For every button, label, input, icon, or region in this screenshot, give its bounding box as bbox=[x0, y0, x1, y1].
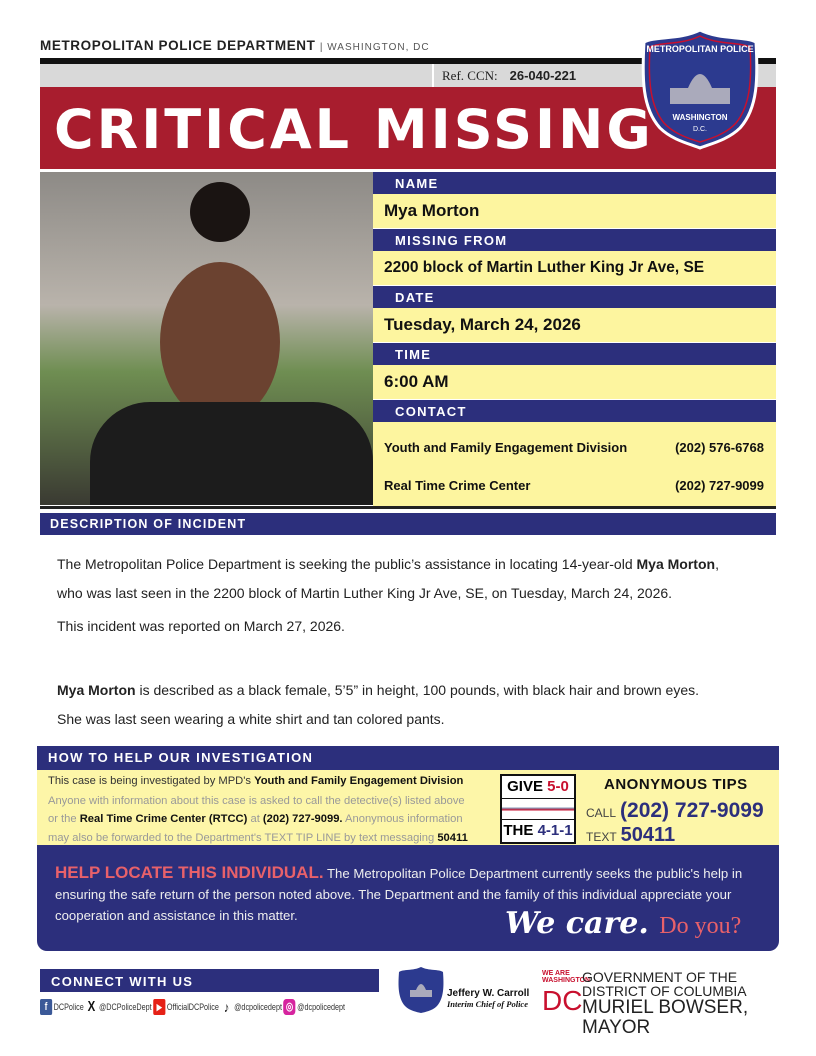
contact-row bbox=[384, 478, 764, 493]
police-badge-logo bbox=[640, 28, 760, 150]
police-badge-small-icon bbox=[398, 966, 444, 1014]
page-title: CRITICAL MISSING bbox=[54, 98, 654, 161]
contact-label: CONTACT bbox=[373, 400, 776, 422]
social-handle[interactable]: DCPolice bbox=[53, 1001, 84, 1013]
contact-row bbox=[384, 440, 764, 455]
youtube-icon[interactable]: ▶ bbox=[153, 999, 165, 1015]
help-text: This case is being investigated by MPD's Youth and Family Engagement Division bbox=[48, 775, 464, 787]
missing-person-photo bbox=[40, 172, 373, 505]
help-locate-text: HELP LOCATE THIS INDIVIDUAL. The Metropolitan Police Department currently seeks the public's help in ensuring the safe return of the person noted above. The Department and the family of this individual appreciate your cooperation and assistance in this matter. bbox=[55, 863, 743, 923]
physical-description: Mya Morton is described as a black female, 5’5” in height, 100 pounds, with black hair and brown eyes. bbox=[57, 682, 699, 698]
description-line: The Metropolitan Police Department is seeking the public’s assistance in locating 14-year-old Mya Morton, bbox=[57, 556, 719, 572]
contact-phone[interactable]: (202) 727-9099 bbox=[675, 478, 764, 493]
connect-header: CONNECT WITH US bbox=[40, 969, 379, 992]
give-50-logo: GIVE 5-0 THE 4-1-1 bbox=[500, 774, 576, 844]
tip-call-number[interactable]: CALL (202) 727-9099 bbox=[586, 799, 764, 822]
chief-signature: Jeffery W. Carroll Interim Chief of Police bbox=[447, 988, 530, 1009]
name-label: NAME bbox=[373, 172, 776, 194]
time-label: TIME bbox=[373, 343, 776, 365]
social-handle[interactable]: @dcpolicedept bbox=[234, 1001, 282, 1013]
clothing-description: She was last seen wearing a white shirt and tan colored pants. bbox=[57, 711, 445, 727]
description-line: who was last seen in the 2200 block of Martin Luther King Jr Ave, SE, on Tuesday, March 24, 2026. bbox=[57, 585, 673, 601]
instagram-icon[interactable]: ◎ bbox=[283, 999, 295, 1015]
contact-list bbox=[373, 422, 776, 509]
we-care-slogan: We care. Do you? bbox=[505, 906, 742, 941]
help-text: or the Real Time Crime Center (RTCC) at (202) 727-9099. Anonymous information bbox=[48, 813, 463, 825]
missing-from-label: MISSING FROM bbox=[373, 229, 776, 251]
description-header: DESCRIPTION OF INCIDENT bbox=[40, 513, 776, 535]
date-value: Tuesday, March 24, 2026 bbox=[373, 308, 776, 342]
date-label: DATE bbox=[373, 286, 776, 308]
report-date: This incident was reported on March 27, 2026. bbox=[57, 618, 345, 634]
facebook-icon[interactable]: f bbox=[40, 999, 52, 1015]
svg-text:WASHINGTON: WASHINGTON bbox=[672, 113, 728, 122]
help-text: Anyone with information about this case is asked to call the detective(s) listed above bbox=[48, 795, 465, 807]
divider bbox=[40, 506, 776, 509]
contact-phone[interactable]: (202) 576-6768 bbox=[675, 440, 764, 455]
social-handle[interactable]: @DCPoliceDept bbox=[98, 1001, 152, 1013]
contact-name: Real Time Crime Center bbox=[384, 478, 531, 493]
tiktok-icon[interactable]: ♪ bbox=[220, 999, 232, 1015]
social-handle[interactable]: OfficialDCPolice bbox=[166, 1001, 219, 1013]
tip-text-number[interactable]: TEXT 50411 bbox=[586, 824, 676, 846]
missing-from-value: 2200 block of Martin Luther King Jr Ave, SE bbox=[373, 251, 776, 285]
help-text: may also be forwarded to the Department's TEXT TIP LINE by text messaging 50411 bbox=[48, 832, 468, 844]
info-panel bbox=[373, 172, 776, 509]
contact-name: Youth and Family Engagement Division bbox=[384, 440, 628, 455]
svg-text:D.C.: D.C. bbox=[693, 126, 707, 133]
anonymous-tips-label: ANONYMOUS TIPS bbox=[604, 776, 748, 793]
social-links bbox=[40, 999, 345, 1015]
dc-logo: DC bbox=[542, 985, 583, 1016]
x-icon[interactable]: X bbox=[85, 999, 97, 1015]
dc-government-label: GOVERNMENT OF THE DISTRICT OF COLUMBIA MURIEL BOWSER, MAYOR bbox=[582, 969, 749, 1038]
time-value: 6:00 AM bbox=[373, 365, 776, 399]
name-value: Mya Morton bbox=[373, 194, 776, 228]
department-header: METROPOLITAN POLICE DEPARTMENT | WASHINGTON, DC bbox=[40, 38, 430, 53]
ref-ccn: Ref. CCN: 26-040-221 bbox=[432, 64, 576, 87]
help-header: HOW TO HELP OUR INVESTIGATION bbox=[48, 750, 314, 765]
svg-text:METROPOLITAN POLICE: METROPOLITAN POLICE bbox=[646, 44, 754, 54]
we-are-washington-logo: WE ARE WASHINGTON bbox=[542, 970, 591, 984]
social-handle[interactable]: @dcpolicedept bbox=[297, 1001, 346, 1013]
